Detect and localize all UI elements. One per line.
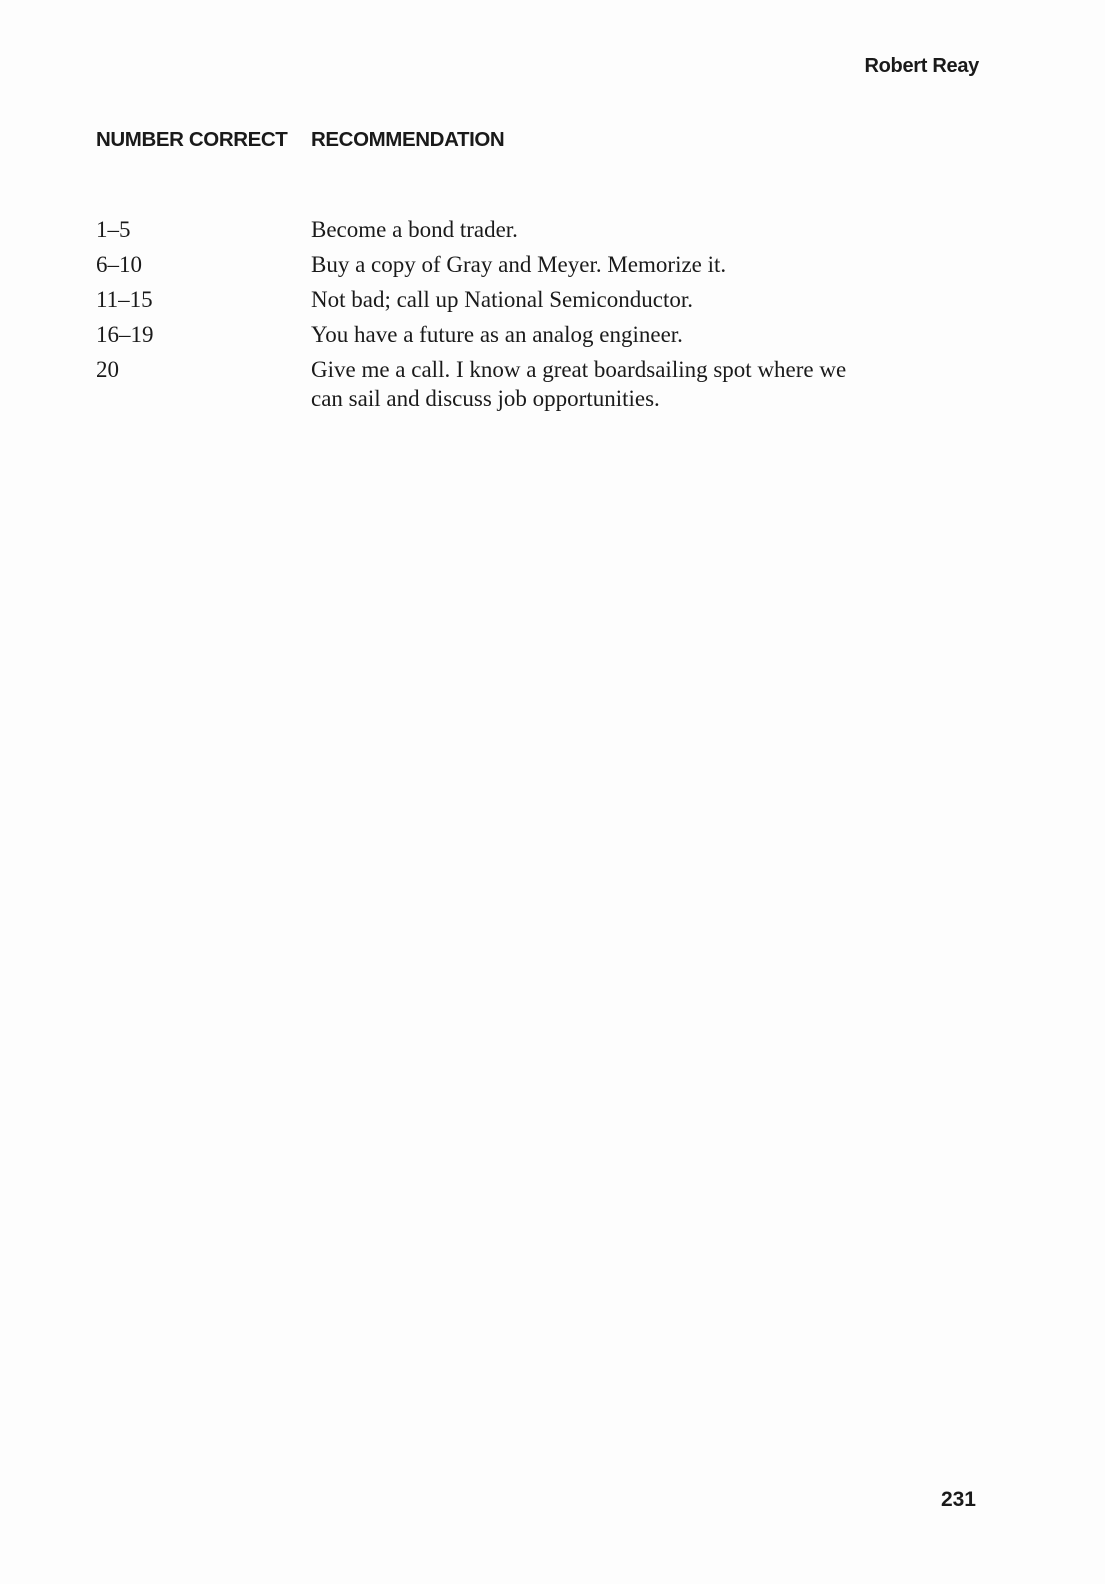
running-head: Robert Reay bbox=[864, 55, 979, 77]
row-recommendation: Become a bond trader. bbox=[311, 217, 518, 242]
header-number-correct: NUMBER CORRECT bbox=[96, 128, 288, 151]
table-row bbox=[96, 250, 856, 279]
row-range: 11–15 bbox=[96, 287, 153, 312]
row-range: 20 bbox=[96, 357, 119, 382]
page-number: 231 bbox=[940, 1488, 976, 1511]
table-header bbox=[96, 125, 856, 155]
row-recommendation: Buy a copy of Gray and Meyer. Memorize it. bbox=[311, 252, 727, 277]
row-recommendation: Give me a call. I know a great boardsailing spot where we can sail and discuss job opportunities. bbox=[311, 357, 847, 411]
recommendation-table bbox=[96, 125, 856, 419]
table-body bbox=[96, 215, 856, 413]
table-row bbox=[96, 320, 856, 349]
table-row bbox=[96, 355, 856, 413]
row-range: 1–5 bbox=[96, 217, 131, 242]
row-range: 16–19 bbox=[96, 322, 154, 347]
table-row bbox=[96, 285, 856, 314]
row-recommendation: Not bad; call up National Semiconductor. bbox=[311, 287, 693, 312]
header-recommendation: RECOMMENDATION bbox=[311, 128, 505, 151]
table-row bbox=[96, 215, 856, 244]
row-range: 6–10 bbox=[96, 252, 142, 277]
row-recommendation: You have a future as an analog engineer. bbox=[311, 322, 683, 347]
